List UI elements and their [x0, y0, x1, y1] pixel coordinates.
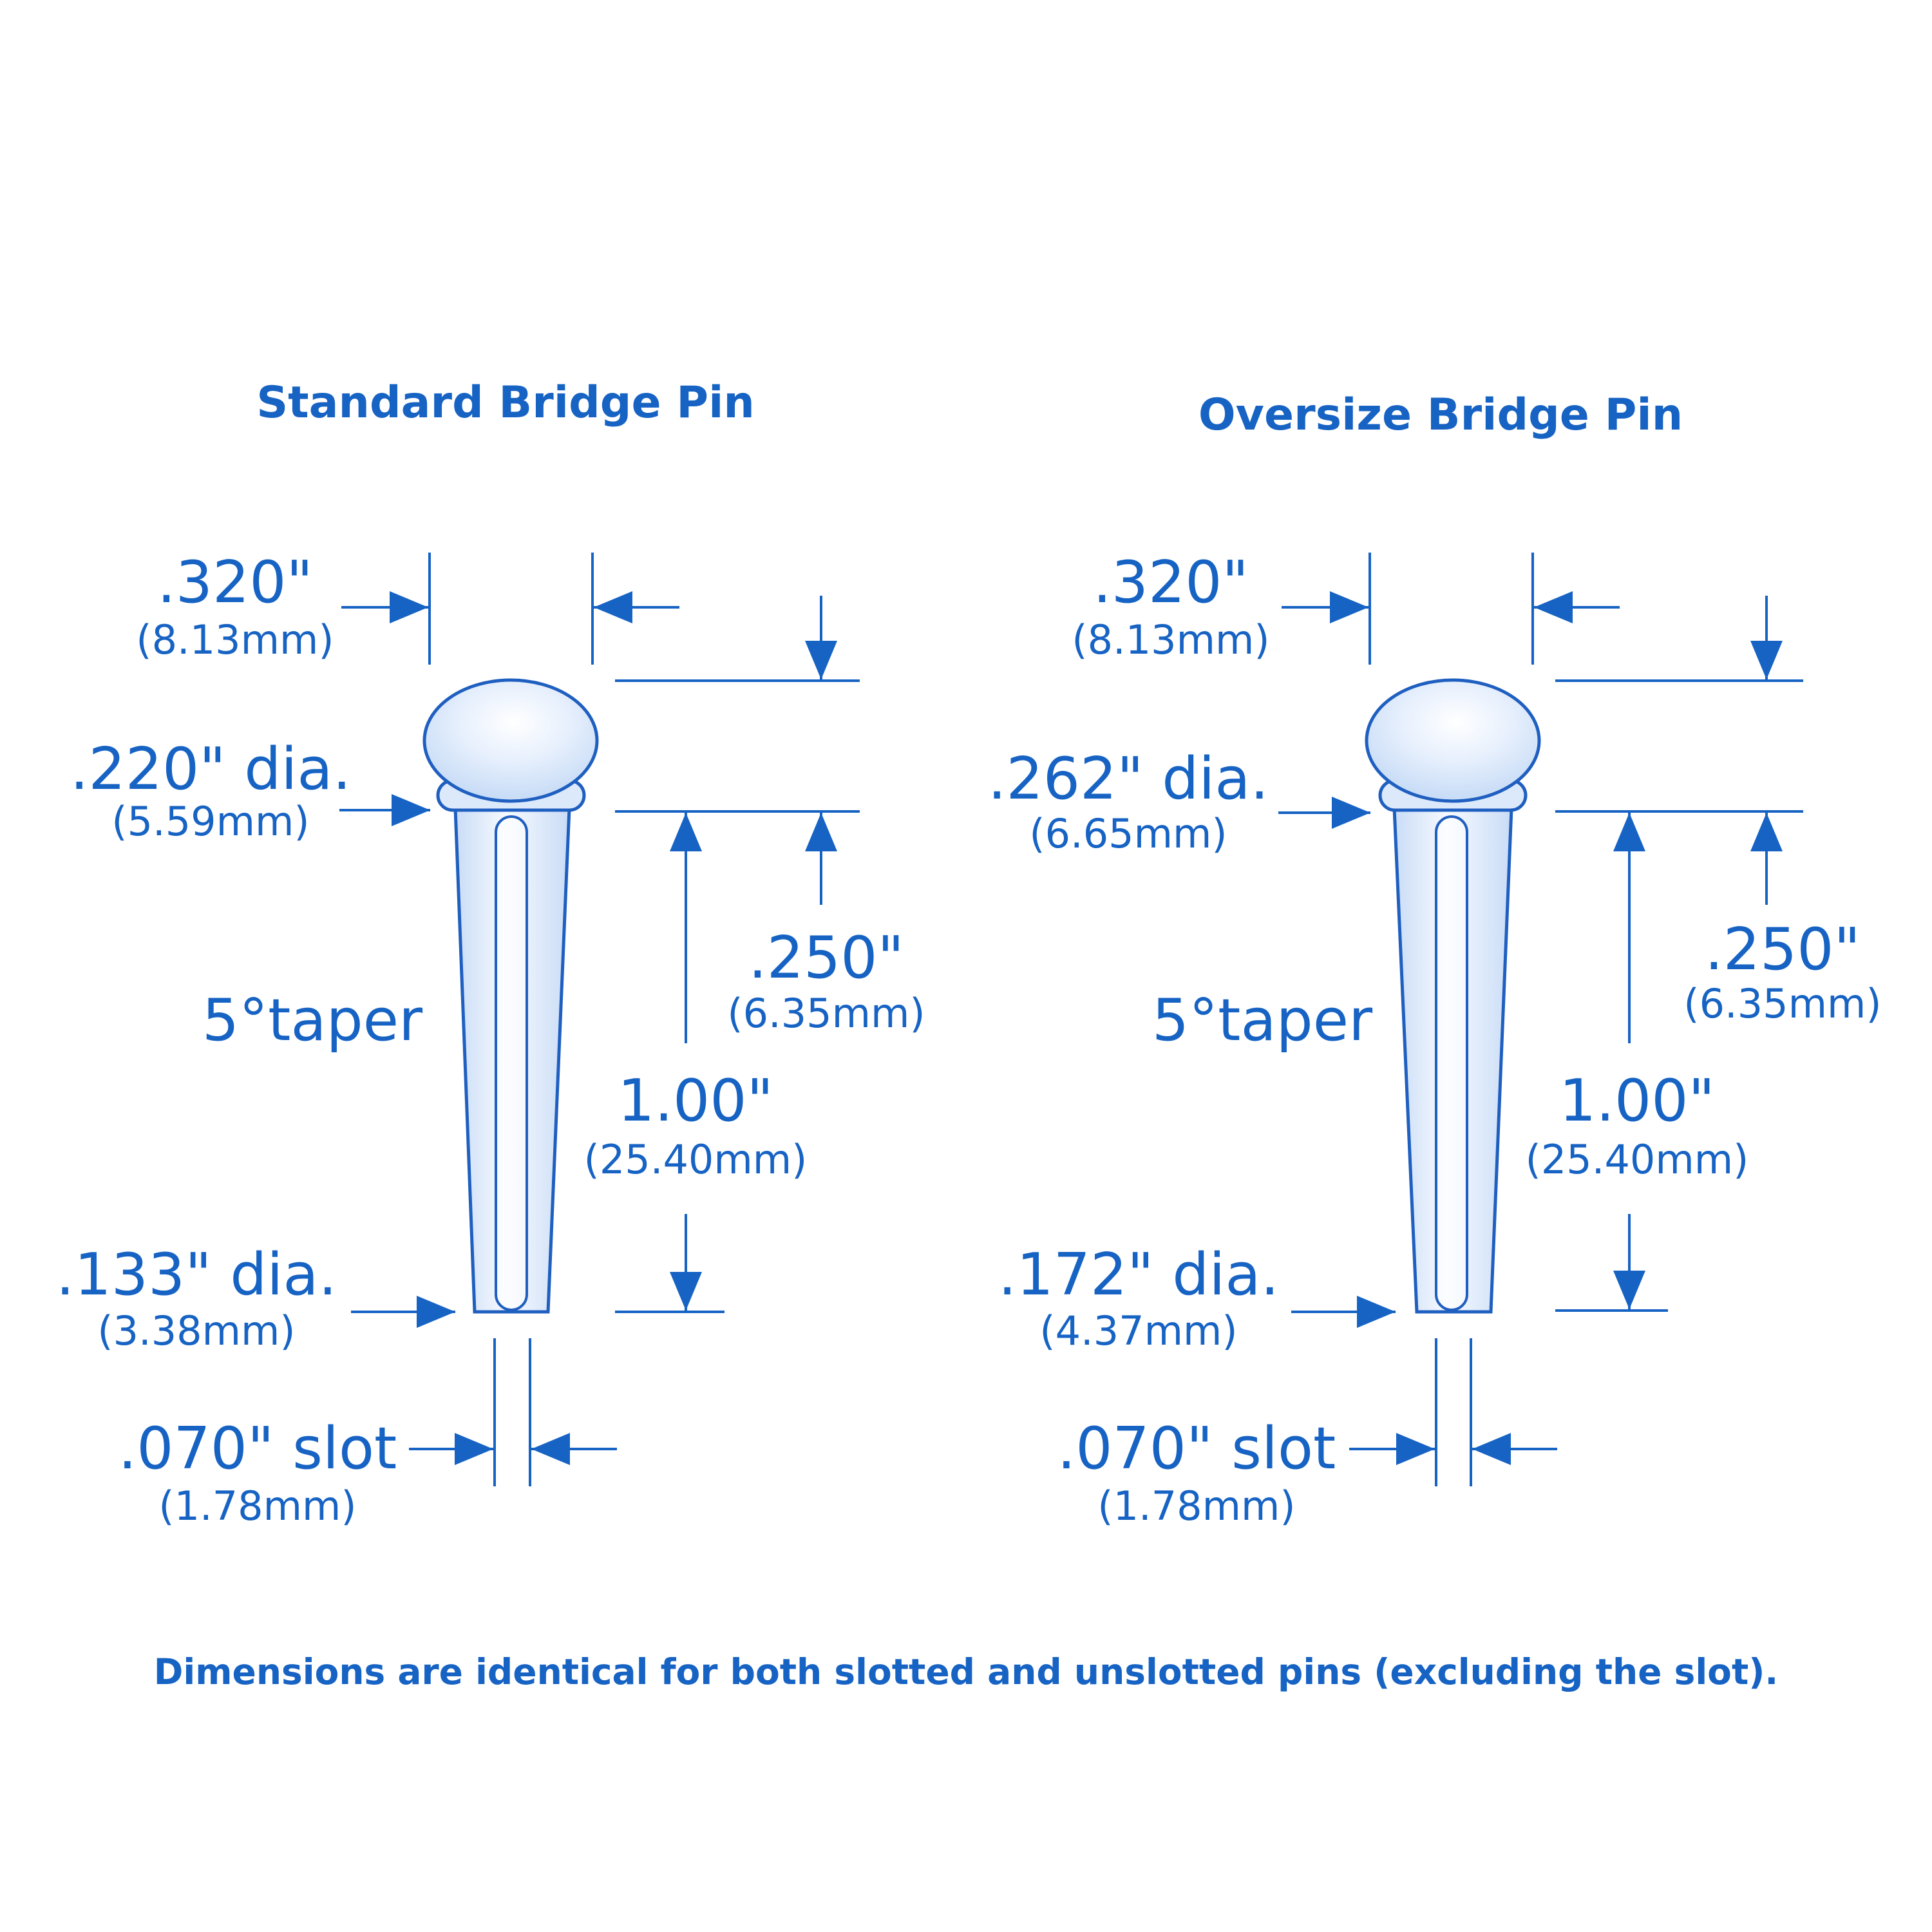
oversize-head-width-mm: (8.13mm) — [1072, 616, 1270, 663]
standard-title: Standard Bridge Pin — [256, 377, 755, 428]
standard-bottom-dia-mm: (3.38mm) — [97, 1307, 296, 1354]
oversize-bottom-dia-mm: (4.37mm) — [1039, 1307, 1238, 1354]
oversize-top-dia-in: .262" dia. — [987, 745, 1269, 813]
standard-shaft-length-in: 1.00" — [618, 1067, 773, 1135]
oversize-head-height-dimension — [1555, 596, 1803, 905]
standard-pin-illustration — [424, 680, 597, 1312]
standard-pin-slot — [496, 817, 527, 1310]
footnote: Dimensions are identical for both slotted and unslotted pins (excluding the slot). — [153, 1651, 1779, 1692]
standard-shaft-length-dimension — [615, 813, 724, 1312]
oversize-shaft-length-dimension — [1555, 813, 1668, 1311]
oversize-slot-in: .070" slot — [1057, 1415, 1336, 1482]
standard-head-height-in: .250" — [748, 924, 904, 992]
oversize-head-width-dimension — [1282, 553, 1620, 665]
oversize-head-height-mm: (6.35mm) — [1683, 980, 1882, 1027]
oversize-head-height-in: .250" — [1705, 916, 1861, 983]
oversize-title: Oversize Bridge Pin — [1198, 390, 1683, 440]
standard-shaft-length-mm: (25.40mm) — [583, 1136, 808, 1183]
oversize-shaft-length-mm: (25.40mm) — [1525, 1136, 1749, 1183]
standard-head-height-mm: (6.35mm) — [727, 990, 925, 1037]
oversize-pin-head — [1367, 680, 1539, 801]
oversize-slot-mm: (1.78mm) — [1097, 1482, 1296, 1530]
oversize-pin-illustration — [1367, 680, 1539, 1312]
standard-bottom-dia-in: .133" dia. — [55, 1241, 337, 1309]
standard-slot-dimension — [409, 1338, 617, 1486]
standard-slot-mm: (1.78mm) — [158, 1482, 357, 1530]
oversize-shaft-length-in: 1.00" — [1559, 1067, 1715, 1135]
standard-head-height-dimension — [615, 596, 860, 905]
standard-top-dia-mm: (5.59mm) — [111, 798, 310, 845]
oversize-pin-slot — [1436, 817, 1467, 1310]
standard-taper-label: 5°taper — [202, 987, 423, 1054]
standard-top-dia-in: .220" dia. — [70, 735, 352, 803]
oversize-top-dia-mm: (6.65mm) — [1029, 810, 1227, 857]
standard-slot-in: .070" slot — [118, 1415, 397, 1482]
standard-head-width-mm: (8.13mm) — [136, 616, 334, 663]
oversize-bottom-dia-in: .172" dia. — [998, 1241, 1280, 1309]
oversize-taper-label: 5°taper — [1151, 987, 1373, 1054]
standard-head-width-in: .320" — [157, 549, 313, 616]
standard-pin-group — [56, 377, 925, 1530]
oversize-head-width-in: .320" — [1093, 549, 1249, 616]
standard-head-width-dimension — [341, 553, 679, 665]
oversize-slot-dimension — [1349, 1338, 1557, 1486]
oversize-pin-group — [988, 390, 1882, 1530]
standard-pin-head — [424, 680, 597, 801]
